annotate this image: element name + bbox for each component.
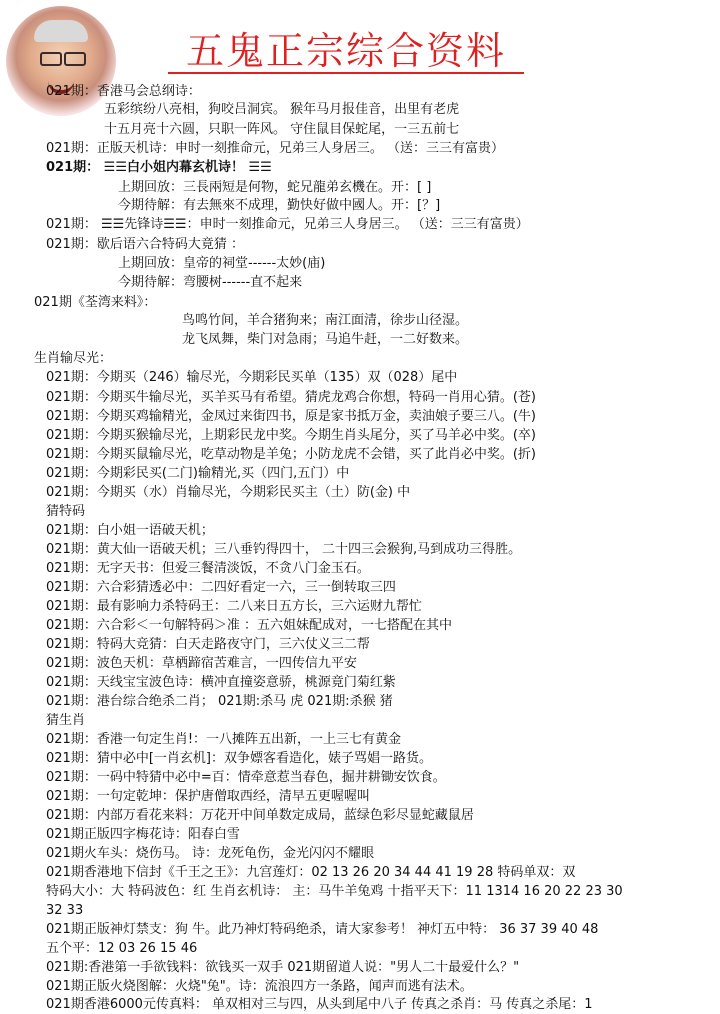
text-line: 021期：今期买（246）输尽光，今期彩民买单（135）双（028）尾中 — [46, 370, 458, 385]
text-line: 021期：今期买鸡输精光，金凤过来街四书，原是家书抵万金，卖油娘子要三八。(牛) — [46, 409, 536, 424]
text-line: 上期回放：皇帝的祠堂------太妙(庙) — [118, 256, 326, 271]
text-line: 32 33 — [46, 903, 84, 918]
text-line: 十五月亮十六圆，只职一阵风。 守住鼠目保蛇尾，一三五前七 — [104, 122, 460, 137]
text-line: 021期：今期买鼠输尽光，吃草动物是羊兔；小防龙虎不会错，买了此肖必中奖。(折) — [46, 447, 536, 462]
text-line: 鸟鸣竹间，羊合猪狗来；南江面清，徐步山径湿。 — [182, 313, 469, 328]
section-heading: 猜特码 — [46, 504, 86, 519]
text-line: 021期：猜中必中[一肖玄机]：双争嫖客看造化，婊子骂娼一路货。 — [46, 751, 432, 766]
text-line: 021期：内部万看花来料：万花开中间单数定成局，蓝绿色彩尽显蛇藏鼠居 — [46, 808, 474, 823]
text-line: 龙飞凤舞，柴门对急雨；马追牛赶，一二好数来。 — [182, 332, 469, 347]
text-line: 021期： ☰☰先锋诗☰☰：申时一刻推命元，兄弟三人身居三。 （送：三三有富贵） — [46, 217, 529, 232]
text-line: 021期正版神灯禁支：狗 牛。此乃神灯特码绝杀，请大家参考！ 神灯五中特： 36 37 39 40 48 — [46, 922, 599, 937]
text-line: 021期：歇后语六合特码大竟猜 ： — [46, 237, 244, 252]
text-line: 021期：今期彩民买(二门)输精光,买（四门,五门）中 — [46, 466, 350, 481]
text-line: 021期：一码中特猜中必中=百：情牵意惹当春色，掘井耕锄安饮食。 — [46, 770, 446, 785]
text-line: 021期： ☰☰白小姐内幕玄机诗！ ☰☰ — [46, 160, 272, 175]
text-line: 上期回放：三長兩短是何物，蛇兄龍弟玄機在。开：[ ] — [118, 180, 432, 195]
text-line: 021期：正版天机诗：申时一刻推命元，兄弟三人身居三。 （送：三三有富贵） — [46, 141, 504, 156]
text-line: 021期：六合彩猜透必中：二四好看定一六，三一倒转取三四 — [46, 580, 396, 595]
text-line: 021期：一句定乾坤：保护唐僧取西经，清早五更喔喔叫 — [46, 789, 370, 804]
text-line: 021期香港6000元传真料： 单双相对三与四，从头到尾中八子 传真之杀肖：马 传真之杀尾：1 — [46, 997, 593, 1012]
text-line: 021期：白小姐一语破天机； — [46, 523, 214, 538]
text-line: 021期：天线宝宝波色诗：横冲直撞姿意骄，桃源竟门菊红紫 — [46, 675, 396, 690]
text-line: 021期:香港第一手欲钱料：欲钱买一双手 021期留道人说："男人二十最爱什么？" — [46, 960, 520, 975]
text-line: 021期：今期买（水）肖输尽光，今期彩民买主（土）防(金) 中 — [46, 485, 411, 500]
text-line: 021期：港台综合绝杀二肖； 021期:杀马 虎 021期:杀猴 猪 — [46, 694, 393, 709]
text-line: 五个平：12 03 26 15 46 — [46, 941, 198, 956]
text-line: 021期：最有影响力杀特码王：二八来日五方长，三六运财九帮忙 — [46, 599, 422, 614]
text-line: 021期正版火烧图解：火烧"兔"。诗：流浪四方一条路，闻声而逃有法术。 — [46, 979, 473, 994]
text-line: 021期：今期买牛输尽光，买羊买马有希望。猜虎龙鸡合你想，特码一肖用心猜。(苍) — [46, 390, 536, 405]
text-line: 021期：今期买猴输尽光，上期彩民龙中奖。今期生肖头尾分，买了马羊必中奖。(卒) — [46, 428, 536, 443]
text-line: 021期正版四字梅花诗：阳春白雪 — [46, 827, 240, 842]
text-line: 021期：黄大仙一语破天机；三八垂钓得四十， 二十四三会猴狗,马到成功三得胜。 — [46, 542, 522, 557]
section-heading: 生肖输尽光： — [34, 351, 113, 366]
text-line: 021期：波色天机：草栖蹄宿苦难言，一四传信九平安 — [46, 656, 357, 671]
text-line: 今期待解：弯腰树------直不起来 — [118, 275, 303, 290]
text-line: 021期：香港一句定生肖!：一八摊阵五出新，一上三七有黄金 — [46, 732, 402, 747]
section-heading: 021期《荃湾来料》： — [34, 295, 157, 310]
text-line: 021期：香港马会总纲诗： — [46, 84, 201, 99]
text-line: 021期：六合彩＜一句解特码＞准 ：五六姐妹配成对，一七搭配在其中 — [46, 618, 452, 633]
text-line: 特码大小：大 特码波色：红 生肖玄机诗： 主：马牛羊兔鸡 十指平天下：11 1314 16 20 22 23 30 — [46, 884, 623, 899]
text-line: 021期：无字天书：但爱三餐清淡饭，不贪八门金玉石。 — [46, 561, 370, 576]
text-line: 021期：特码大竞猜：白天走路夜守门，三六仗义三二帮 — [46, 637, 370, 652]
section-heading: 猜生肖 — [46, 713, 86, 728]
text-line: 021期火车头：烧伤马。 诗：龙死龟伤，金光闪闪不耀眼 — [46, 846, 374, 861]
text-line: 021期香港地下信封《千王之王》：九宫莲灯：02 13 26 20 34 44 41 19 28 特码单双：双 — [46, 865, 576, 880]
text-line: 五彩缤纷八亮相，狗咬吕洞宾。 猴年马月报佳音，出里有老虎 — [104, 102, 460, 117]
page-title: 五鬼正宗综合资料 — [168, 30, 524, 74]
text-line: 今期待解：有去無來不成理，勤快好做中國人。开：[？] — [118, 198, 441, 213]
